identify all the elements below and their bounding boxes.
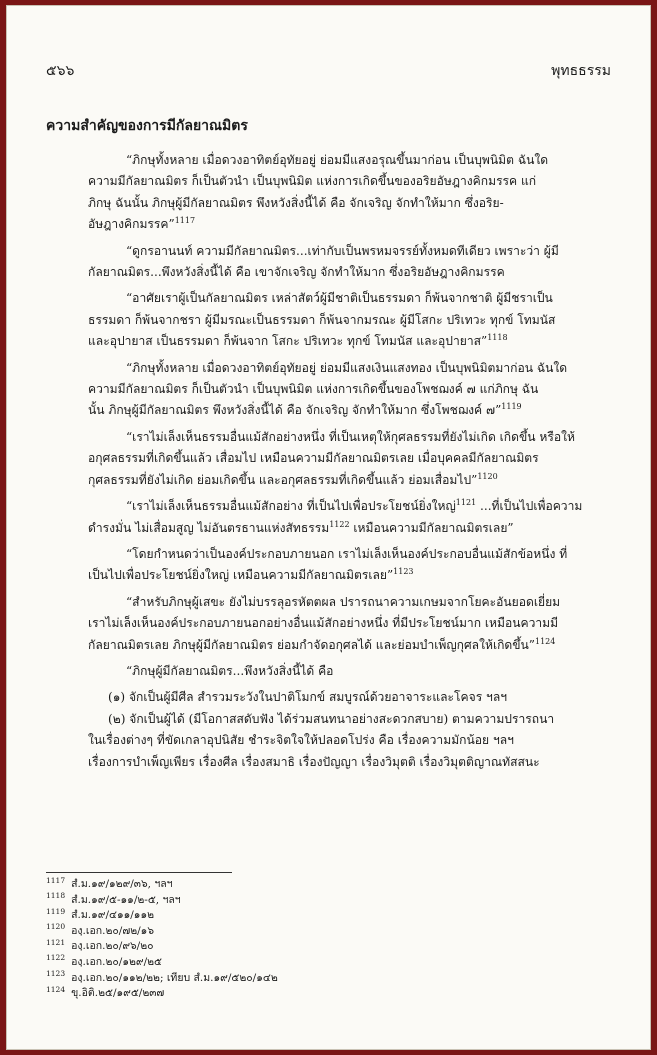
footnote-text: สํ.ม.๑๙/๕-๑๑/๒-๕, ฯลฯ xyxy=(71,893,181,906)
footnote-text: องฺ.เอก.๒๐/๑๒๙/๒๕ xyxy=(71,955,163,968)
footnote-ref: 1122 xyxy=(329,519,350,529)
footnote-ref: 1123 xyxy=(393,567,414,577)
numbered-list xyxy=(108,687,603,730)
quote-paragraph xyxy=(88,544,603,587)
footnote xyxy=(46,908,278,924)
list-item: (๒) จักเป็นผู้ได้ (มีโอกาสสดับฟัง ได้ร่วมสนทนาอย่างสะดวกสบาย) ตามความปรารถนา xyxy=(108,711,555,726)
text-line: “อาศัยเราผู้เป็นกัลยาณมิตร เหล่าสัตว์ผู้มีชาติเป็นธรรมดา ก็พ้นจากชาติ ผู้มีชราเป็น xyxy=(126,291,553,306)
body-text xyxy=(88,150,603,773)
footnote-ref: 1124 xyxy=(535,636,556,646)
footnote-text: ขุ.อิติ.๒๕/๑๙๕/๒๓๗ xyxy=(71,987,165,1000)
footnote xyxy=(46,924,278,940)
text-line: “ภิกษุทั้งหลาย เมื่อดวงอาทิตย์อุทัยอยู่ ย่อมมีแสงอรุณขึ้นมาก่อน เป็นบุพนิมิต ฉันใด xyxy=(126,153,549,167)
text-line: อกุศลธรรมที่เกิดขึ้นแล้ว เสื่อมไป เหมือนความมีกัลยาณมิตรเลย เมื่อบุคคลมีกัลยาณมิตร xyxy=(88,451,539,466)
quote-paragraph xyxy=(88,288,603,352)
text-line: กุศลธรรมที่ยังไม่เกิด ย่อมเกิดขึ้น และอกุศลธรรมที่เกิดขึ้นแล้ว ย่อมเสื่อมไป”$^{1120}$ xyxy=(88,471,498,487)
text-line: นั้น ภิกษุผู้มีกัลยาณมิตร พึงหวังสิ่งนี้ได้ คือ จักเจริญ จักทำให้มาก ซึ่งโพชฌงค์ ๗”$^{1119}$ xyxy=(88,402,522,418)
footnote-text: สํ.ม.๑๙/๑๒๙/๓๖, ฯลฯ xyxy=(71,878,173,890)
running-title: พุทธธรรม xyxy=(551,63,611,79)
quote-paragraph xyxy=(88,661,603,682)
footnote-number: 1124 xyxy=(46,984,66,994)
text-line: กัลยาณมิตรเลย ภิกษุผู้มีกัลยาณมิตร ย่อมกำจัดอกุศลได้ และย่อมบำเพ็ญกุศลให้เกิดขึ้น”$^{1124}$ xyxy=(88,636,556,652)
text-line: ดำรงมั่น ไม่เสื่อมสูญ ไม่อันตรธานแห่งสัทธรรม$^{1122}$ เหมือนความมีกัลยาณมิตรเลย” xyxy=(88,519,514,535)
footnote-number: 1120 xyxy=(46,922,66,932)
footnote-number: 1117 xyxy=(46,875,66,885)
quote-paragraph xyxy=(88,358,603,422)
text-line: เรื่องการบำเพ็ญเพียร เรื่องศีล เรื่องสมาธิ เรื่องปัญญา เรื่องวิมุตติ เรื่องวิมุตติญาณทัสสนะ xyxy=(88,754,540,769)
footnote-number: 1121 xyxy=(46,937,66,947)
footnote xyxy=(46,939,278,955)
text-line: กัลยาณมิตร...พึงหวังสิ่งนี้ได้ คือ เขาจักเจริญ จักทำให้มาก ซึ่งอริยอัษฎางคิกมรรค xyxy=(88,265,505,280)
footnote xyxy=(46,955,278,971)
footnote-number: 1119 xyxy=(46,906,66,916)
footnote-ref: 1121 xyxy=(455,498,477,508)
text-line: “โดยกำหนดว่าเป็นองค์ประกอบภายนอก เราไม่เล็งเห็นองค์ประกอบอื่นแม้สักข้อหนึ่ง ที่ xyxy=(126,546,568,561)
quote-paragraph xyxy=(88,592,603,656)
text-line: และอุปายาส เป็นธรรมดา ก็พ้นจาก โสกะ ปริเทวะ ทุกข์ โทมนัส และอุปายาส”$^{1118}$ xyxy=(88,333,508,349)
text-line: ธรรมดา ก็พ้นจากชรา ผู้มีมรณะเป็นธรรมดา ก็พ้นจากมรณะ ผู้มีโสกะ ปริเทวะ ทุกข์ โทมนัส xyxy=(88,312,556,327)
footnote xyxy=(46,986,278,1002)
footnote-ref: 1119 xyxy=(501,402,522,412)
footnote xyxy=(46,893,278,909)
text-line: เป็นไปเพื่อประโยชน์ยิ่งใหญ่ เหมือนความมีกัลยาณมิตรเลย”$^{1123}$ xyxy=(88,567,414,583)
text-line: เราไม่เล็งเห็นองค์ประกอบภายนอกอย่างอื่นแม้สักอย่างหนึ่ง ที่มีประโยชน์มาก เหมือนความมี xyxy=(88,616,559,631)
page-header xyxy=(46,60,611,84)
footnote-ref: 1120 xyxy=(477,471,498,481)
footnote xyxy=(46,971,278,987)
text-line: “เราไม่เล็งเห็นธรรมอื่นแม้สักอย่างหนึ่ง ที่เป็นเหตุให้กุศลธรรมที่ยังไม่เกิด เกิดขึ้น หรือให้ xyxy=(126,429,575,444)
text-line: อัษฎางคิกมรรค”$^{1117}$ xyxy=(88,216,196,232)
footnote-divider xyxy=(46,872,232,873)
text-line: “ภิกษุทั้งหลาย เมื่อดวงอาทิตย์อุทัยอยู่ ย่อมมีแสงเงินแสงทอง เป็นบุพนิมิตมาก่อน ฉันใด xyxy=(126,360,568,375)
text-line: ภิกษุ ฉันนั้น ภิกษุผู้มีกัลยาณมิตร พึงหวังสิ่งนี้ได้ คือ จักเจริญ จักทำให้มาก ซึ่งอริย- xyxy=(88,195,504,210)
footnote xyxy=(46,877,278,893)
text-line: ในเรื่องต่างๆ ที่ขัดเกลาอุปนิสัย ชำระจิตใจให้ปลอดโปร่ง คือ เรื่องความมักน้อย ฯลฯ xyxy=(88,733,514,748)
footnote-text: องฺ.เอก.๒๐/๗๒/๑๖ xyxy=(71,924,155,937)
text-line: ความมีกัลยาณมิตร ก็เป็นตัวนำ เป็นบุพนิมิต แห่งการเกิดขึ้นของโพชฌงค์ ๗ แก่ภิกษุ ฉัน xyxy=(88,382,539,397)
list-item: (๑) จักเป็นผู้มีศีล สำรวมระวังในปาติโมกข์ สมบูรณ์ด้วยอาจาระและโคจร ฯลฯ xyxy=(108,690,508,705)
book-page xyxy=(6,5,651,1050)
footnote-text: องฺ.เอก.๒๐/๙๖/๒๐ xyxy=(71,940,154,953)
footnotes xyxy=(46,877,278,1002)
footnote-text: สํ.ม.๑๙/๔๑๑/๑๑๒ xyxy=(71,909,155,922)
quote-paragraph xyxy=(88,496,603,539)
footnote-text: องฺ.เอก.๒๐/๑๑๒/๒๒; เทียบ สํ.ม.๑๙/๕๒๐/๑๔๒ xyxy=(71,971,278,984)
footnote-ref: 1117 xyxy=(174,216,196,226)
footnote-ref: 1118 xyxy=(487,333,508,343)
text-line: “สำหรับภิกษุผู้เสขะ ยังไม่บรรลุอรหัตตผล ปรารถนาความเกษมจากโยคะอันยอดเยี่ยม xyxy=(126,594,561,609)
footnote-number: 1122 xyxy=(46,953,66,963)
text-line: “เราไม่เล็งเห็นธรรมอื่นแม้สักอย่าง ที่เป็นไปเพื่อประโยชน์ยิ่งใหญ่$^{1121}$ ...ที่เป็นไปเพื่อความ xyxy=(126,498,583,514)
page-number: ๕๖๖ xyxy=(46,63,75,79)
footnote-number: 1123 xyxy=(46,969,66,979)
quote-paragraph xyxy=(88,427,603,491)
section-heading: ความสำคัญของการมีกัลยาณมิตร xyxy=(46,118,248,134)
quote-paragraph xyxy=(88,150,603,236)
footnote-number: 1118 xyxy=(46,891,66,901)
text-line: ความมีกัลยาณมิตร ก็เป็นตัวนำ เป็นบุพนิมิต แห่งการเกิดขึ้นของอริยอัษฎางคิกมรรค แก่ xyxy=(88,174,537,189)
quote-paragraph xyxy=(88,241,603,284)
text-line: “ภิกษุผู้มีกัลยาณมิตร...พึงหวังสิ่งนี้ได้ คือ xyxy=(126,663,334,678)
text-line: “ดูกรอานนท์ ความมีกัลยาณมิตร...เท่ากับเป็นพรหมจรรย์ทั้งหมดทีเดียว เพราะว่า ผู้มี xyxy=(126,243,559,258)
